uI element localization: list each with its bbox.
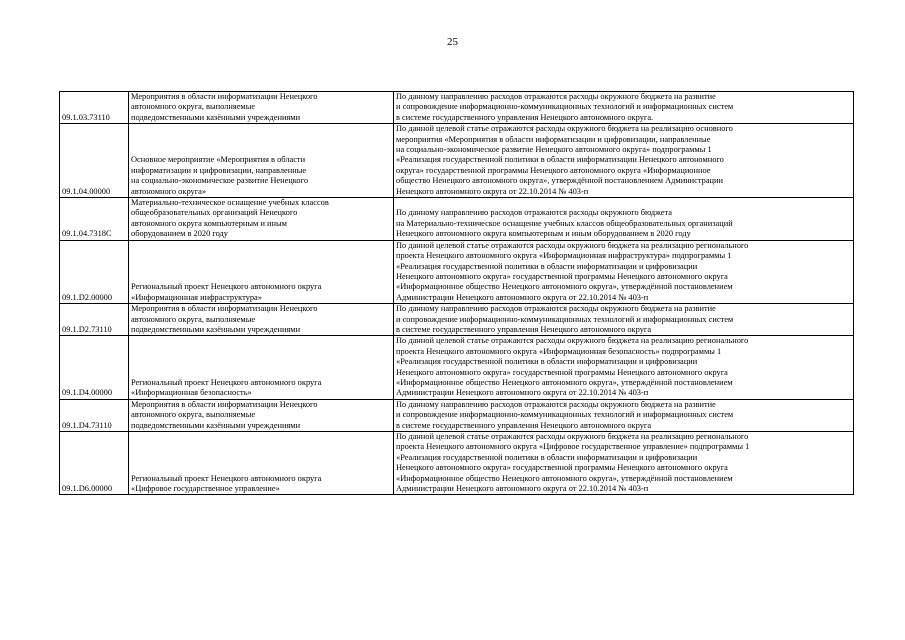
row-description-line: «Реализация государственной политики в области информатизации и цифровизации: [396, 357, 698, 367]
row-description-line: Ненецкого автономного округа» государственной программы Ненецкого автономного округа: [396, 271, 728, 281]
row-description-line: По данному направлению расходов отражаются расходы окружного бюджета: [396, 208, 672, 218]
table-row: [60, 92, 854, 124]
row-description-line: Ненецкого автономного округа» государственной программы Ненецкого автономного округа: [396, 367, 728, 377]
row-description-line: Администрации Ненецкого автономного округа от 22.10.2014 № 403-п: [396, 388, 649, 398]
row-name: [129, 92, 394, 124]
row-name-line: автономного округа, выполняемые: [131, 410, 256, 420]
row-description: [394, 399, 854, 431]
row-description-line: По данной целевой статье отражаются расходы окружного бюджета на реализацию регионального: [396, 336, 749, 346]
row-name-line: Региональный проект Ненецкого автономного округа: [131, 473, 322, 483]
row-description-line: «Реализация государственной политики в области информатизации Ненецкого автономного: [396, 155, 724, 165]
row-code: 09.1.04.00000: [60, 124, 129, 198]
row-description-line: проекта Ненецкого автономного округа «Цифровое государственное управление» подпрограммы 1: [396, 442, 750, 452]
row-description-line: округа» государственной программы Ненецкого автономного округа «Информационное: [396, 165, 711, 175]
row-description: [394, 92, 854, 124]
row-description-line: и сопровождение информационно-коммуникационных технологий и информационных систем: [396, 102, 734, 112]
row-name-line: автономного округа, выполняемые: [131, 102, 256, 112]
table-row: [60, 124, 854, 198]
row-description-line: По данному направлению расходов отражаются расходы окружного бюджета на развитие: [396, 399, 716, 409]
table-row: [60, 304, 854, 336]
row-code: 09.1.D2.73110: [60, 304, 129, 336]
row-description-line: в системе государственного управления Ненецкого автономного округа.: [396, 112, 654, 122]
row-description-line: на социально-экономическое развитие Ненецкого автономного округа» подпрограммы 1: [396, 145, 712, 155]
row-name-line: «Информационная безопасность»: [131, 388, 252, 398]
row-code: 09.1.04.7318C: [60, 198, 129, 241]
row-name-line: Основное мероприятие «Мероприятия в области: [131, 155, 306, 165]
row-description: [394, 432, 854, 495]
row-description-line: проекта Ненецкого автономного округа «Информационная безопасность» подпрограммы 1: [396, 346, 722, 356]
row-name: [129, 240, 394, 303]
row-name-line: Региональный проект Ненецкого автономного округа: [131, 282, 322, 292]
row-name: [129, 124, 394, 198]
row-name: [129, 304, 394, 336]
row-description-line: в системе государственного управления Ненецкого автономного округа: [396, 324, 652, 334]
row-code: 09.1.D4.00000: [60, 336, 129, 399]
row-name-line: автономного округа»: [131, 186, 207, 196]
row-description-line: «Реализация государственной политики в области информатизации и цифровизации: [396, 452, 698, 462]
row-description: [394, 198, 854, 241]
row-code: 09.1.D4.73110: [60, 399, 129, 431]
table-body: [60, 92, 854, 495]
row-name: [129, 399, 394, 431]
row-description-line: Ненецкого автономного округа компьютерным и иным оборудованием в 2020 году: [396, 229, 691, 239]
budget-classification-table: [59, 91, 854, 495]
row-name-line: Мероприятия в области информатизации Ненецкого: [131, 399, 318, 409]
row-name-line: автономного округа, выполняемые: [131, 314, 256, 324]
row-description-line: «Реализация государственной политики в области информатизации и цифровизации: [396, 261, 698, 271]
row-description-line: и сопровождение информационно-коммуникационных технологий и информационных систем: [396, 314, 734, 324]
row-description-line: По данной целевой статье отражаются расходы окружного бюджета на реализацию регионального: [396, 432, 749, 441]
row-name: [129, 336, 394, 399]
row-name-line: Мероприятия в области информатизации Ненецкого: [131, 92, 318, 101]
row-description-line: По данному направлению расходов отражаются расходы окружного бюджета на развитие: [396, 92, 716, 101]
row-code: 09.1.03.73110: [60, 92, 129, 124]
row-code: 09.1.D2.00000: [60, 240, 129, 303]
row-description: [394, 240, 854, 303]
table-row: [60, 399, 854, 431]
row-description: [394, 336, 854, 399]
table-row: [60, 432, 854, 495]
row-name-line: подведомственными казёнными учреждениями: [131, 324, 301, 334]
row-name-line: общеобразовательных организаций Ненецкого: [131, 208, 298, 218]
row-description-line: По данной целевой статье отражаются расходы окружного бюджета на реализацию регионального: [396, 240, 749, 250]
row-name-line: подведомственными казёнными учреждениями: [131, 112, 301, 122]
row-description-line: «Информационное общество Ненецкого автономного округа», утверждённой постановлением: [396, 282, 733, 292]
row-description-line: Ненецкого автономного округа» государственной программы Ненецкого автономного округа: [396, 463, 728, 473]
row-description-line: Ненецкого автономного округа от 22.10.2014 № 403-п: [396, 186, 589, 196]
row-description-line: По данной целевой статье отражаются расходы окружного бюджета на реализацию основного: [396, 124, 733, 134]
row-description-line: «Информационное общество Ненецкого автономного округа», утверждённой постановлением: [396, 377, 733, 387]
row-name-line: оборудованием в 2020 году: [131, 229, 228, 239]
table-row: [60, 336, 854, 399]
row-name-line: Материально-техническое оснащение учебных классов: [131, 198, 329, 208]
row-name-line: подведомственными казёнными учреждениями: [131, 420, 301, 430]
row-name-line: «Цифровое государственное управление»: [131, 484, 280, 494]
row-description-line: общество Ненецкого автономного округа», утверждённой постановлением Администрации: [396, 176, 723, 186]
row-description-line: Администрации Ненецкого автономного округа от 22.10.2014 № 403-п: [396, 292, 649, 302]
row-description-line: в системе государственного управления Ненецкого автономного округа: [396, 420, 652, 430]
row-name-line: Мероприятия в области информатизации Ненецкого: [131, 304, 318, 314]
row-name-line: на социально-экономическое развитие Ненецкого: [131, 176, 309, 186]
table-row: [60, 240, 854, 303]
row-description-line: проекта Ненецкого автономного округа «Информационная инфраструктура» подпрограммы 1: [396, 251, 732, 261]
row-description-line: Администрации Ненецкого автономного округа от 22.10.2014 № 403-п: [396, 484, 649, 494]
row-description: [394, 304, 854, 336]
row-description-line: мероприятия «Мероприятия в области информатизации и цифровизации, направленные: [396, 134, 711, 144]
row-name: [129, 432, 394, 495]
row-name-line: автономного округа компьютерным и иным: [131, 218, 287, 228]
row-name-line: Региональный проект Ненецкого автономного округа: [131, 377, 322, 387]
row-name-line: информатизации и цифровизации, направленные: [131, 165, 307, 175]
row-description-line: на Материально-техническое оснащение учебных классов общеобразовательных организаций: [396, 218, 733, 228]
page-number: 25: [447, 36, 458, 48]
row-name-line: «Информационная инфраструктура»: [131, 292, 262, 302]
row-description: [394, 124, 854, 198]
row-description-line: По данному направлению расходов отражаются расходы окружного бюджета на развитие: [396, 304, 716, 314]
row-name: [129, 198, 394, 241]
row-description-line: и сопровождение информационно-коммуникационных технологий и информационных систем: [396, 410, 734, 420]
row-description-line: «Информационное общество Ненецкого автономного округа», утверждённой постановлением: [396, 473, 733, 483]
row-code: 09.1.D6.00000: [60, 432, 129, 495]
table-row: [60, 198, 854, 241]
